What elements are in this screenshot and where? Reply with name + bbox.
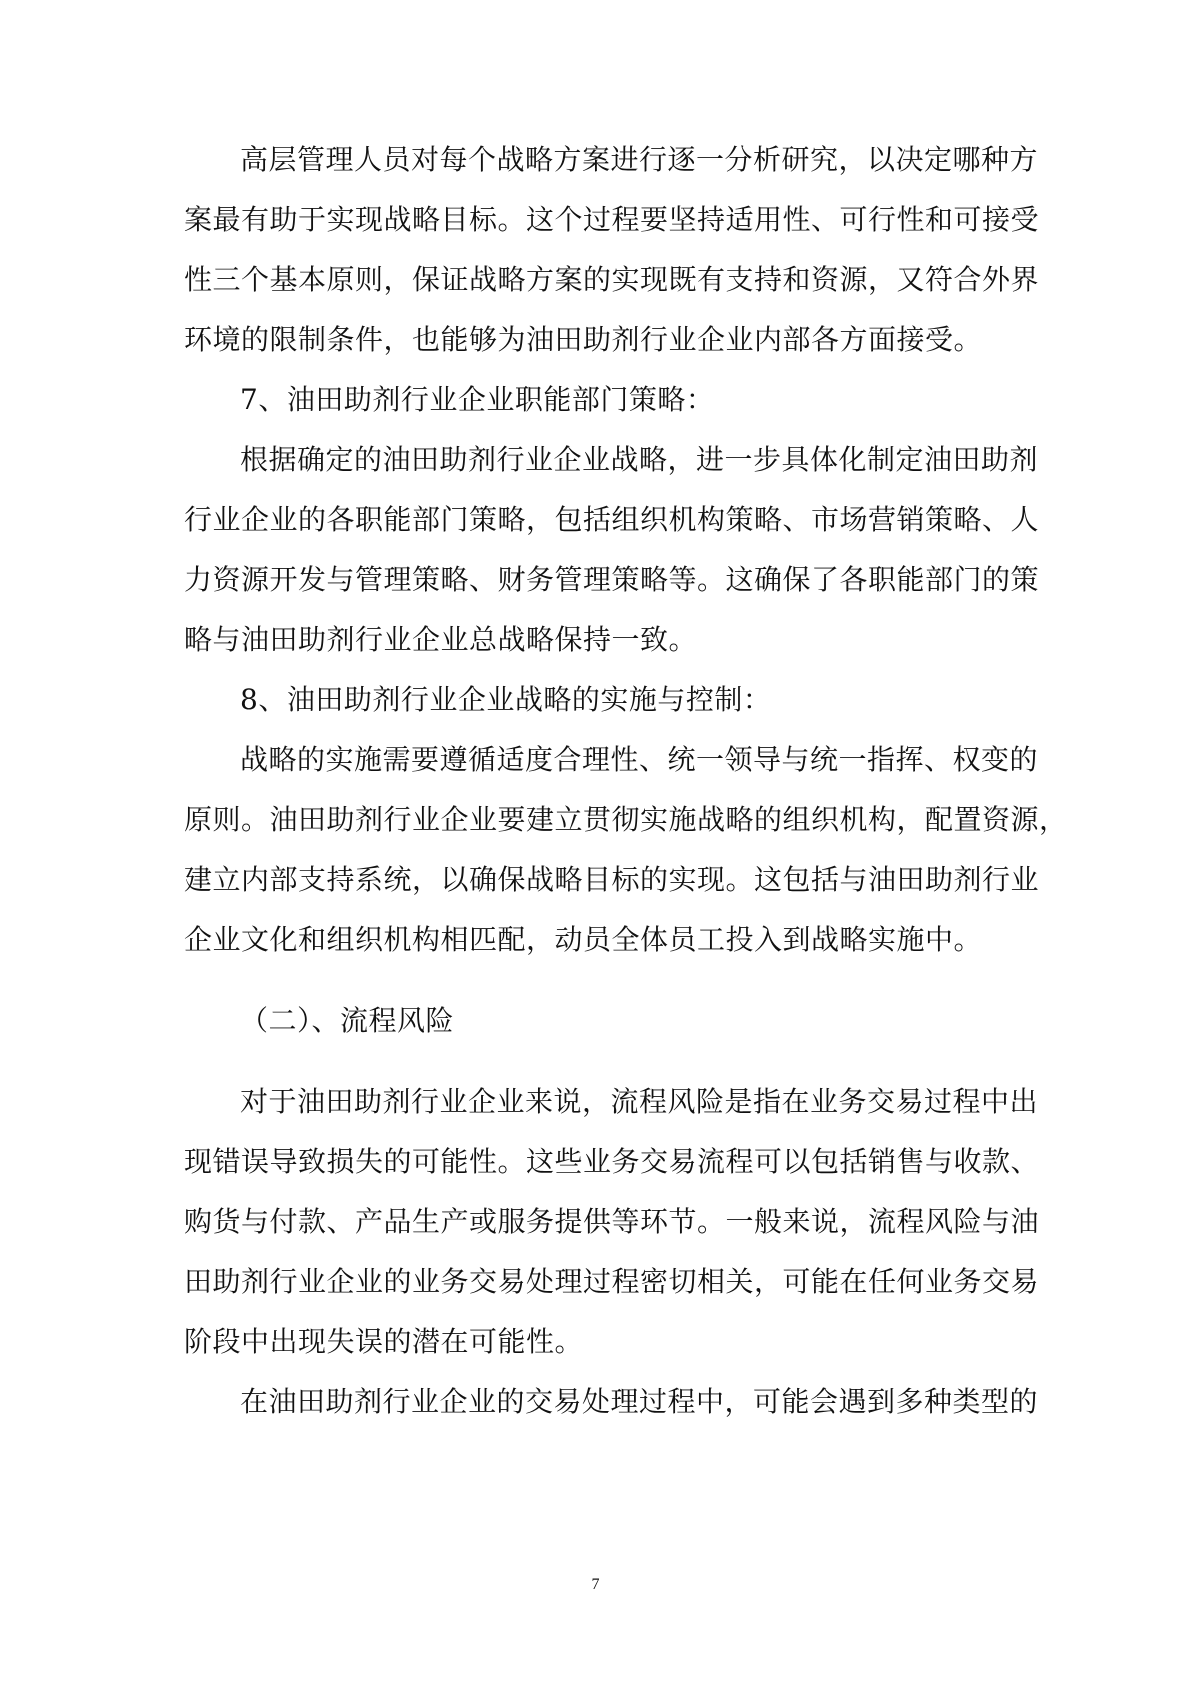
paragraph-line: 环境的限制条件，也能够为油田助剂行业企业内部各方面接受。 — [184, 323, 983, 356]
paragraph-line: 略与油田助剂行业企业总战略保持一致。 — [184, 623, 698, 656]
paragraph-line: 行业企业的各职能部门策略，包括组织机构策略、市场营销策略、人 — [184, 503, 1040, 536]
paragraph-line: 高层管理人员对每个战略方案进行逐一分析研究，以决定哪种方 — [240, 143, 1039, 176]
paragraph-line: 性三个基本原则，保证战略方案的实现既有支持和资源，又符合外界 — [184, 263, 1040, 296]
paragraph-line: 在油田助剂行业企业的交易处理过程中，可能会遇到多种类型的 — [240, 1385, 1039, 1418]
paragraph-line: 根据确定的油田助剂行业企业战略，进一步具体化制定油田助剂 — [240, 443, 1039, 476]
section-heading: （二）、流程风险 — [240, 1004, 455, 1037]
section-heading: 8、油田助剂行业企业战略的实施与控制： — [240, 683, 772, 716]
paragraph-line: 力资源开发与管理策略、财务管理策略等。这确保了各职能部门的策 — [184, 563, 1040, 596]
section-heading: 7、油田助剂行业企业职能部门策略： — [240, 383, 715, 416]
paragraph-line: 田助剂行业企业的业务交易处理过程密切相关，可能在任何业务交易 — [184, 1265, 1040, 1298]
paragraph-line: 原则。油田助剂行业企业要建立贯彻实施战略的组织机构，配置资源， — [184, 803, 1068, 836]
paragraph-line: 案最有助于实现战略目标。这个过程要坚持适用性、可行性和可接受 — [184, 203, 1040, 236]
paragraph-line: 建立内部支持系统，以确保战略目标的实现。这包括与油田助剂行业 — [184, 863, 1040, 896]
paragraph-line: 企业文化和组织机构相匹配，动员全体员工投入到战略实施中。 — [184, 923, 983, 956]
paragraph-line: 现错误导致损失的可能性。这些业务交易流程可以包括销售与收款、 — [184, 1145, 1040, 1178]
page-number: 7 — [591, 1576, 600, 1593]
paragraph-line: 对于油田助剂行业企业来说，流程风险是指在业务交易过程中出 — [240, 1085, 1039, 1118]
paragraph-line: 阶段中出现失误的潜在可能性。 — [184, 1325, 584, 1358]
paragraph-line: 战略的实施需要遵循适度合理性、统一领导与统一指挥、权变的 — [240, 743, 1039, 776]
paragraph-line: 购货与付款、产品生产或服务提供等环节。一般来说，流程风险与油 — [184, 1205, 1040, 1238]
